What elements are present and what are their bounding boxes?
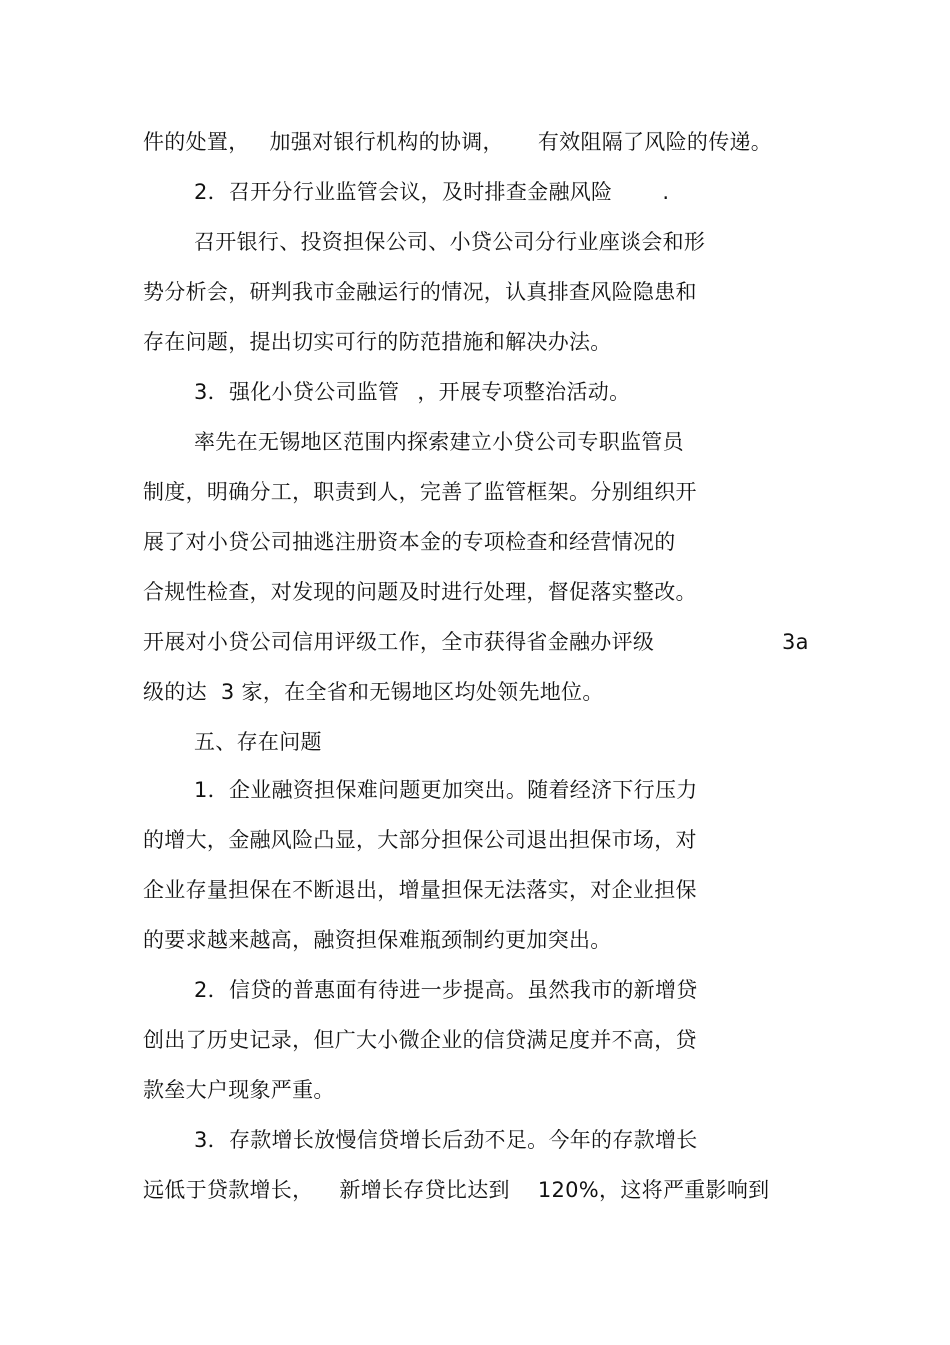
section-heading [194, 377, 630, 407]
text-segment: 加强对银行机构的协调， [269, 130, 504, 154]
text-line [143, 925, 612, 955]
text-segment: 120%，这将严重影响到 [537, 1178, 770, 1202]
text-line [143, 477, 697, 507]
text-segment: 存在问题，提出切实可行的防范措施和解决办法。 [143, 330, 612, 354]
text-segment: 展了对小贷公司抽逃注册资本金的专项检查和经营情况的 [143, 530, 676, 554]
text-segment: 3．强化小贷公司监管 [194, 380, 400, 404]
text-line [143, 627, 654, 657]
text-segment: 合规性检查，对发现的问题及时进行处理，督促落实整改。 [143, 580, 697, 604]
text-line [194, 227, 705, 257]
text-line [143, 577, 697, 607]
text-line [143, 1175, 769, 1205]
text-line [143, 527, 676, 557]
text-segment: 创出了历史记录，但广大小微企业的信贷满足度并不高，贷 [143, 1028, 697, 1052]
text-segment: 召开银行、投资担保公司、小贷公司分行业座谈会和形 [194, 230, 706, 254]
text-segment: 开展对小贷公司信用评级工作，全市获得省金融办评级 [143, 630, 655, 654]
text-line [143, 825, 697, 855]
text-segment: 制度，明确分工，职责到人，完善了监管框架。分别组织开 [143, 480, 697, 504]
text-line [143, 127, 772, 157]
text-segment: 有效阻隔了风险的传递。 [537, 130, 773, 154]
text-segment: 3 家，在全省和无锡地区均处领先地位。 [220, 680, 604, 704]
text-segment: 件的处置， [143, 130, 250, 154]
text-segment: 的增大，金融风险凸显，大部分担保公司退出担保市场，对 [143, 828, 697, 852]
text-segment: 远低于贷款增长， [143, 1178, 314, 1202]
text-segment: 五、存在问题 [194, 730, 322, 754]
section-heading [194, 177, 669, 207]
section-heading [194, 727, 322, 757]
text-line [143, 327, 612, 357]
text-segment: 率先在无锡地区范围内探索建立小贷公司专职监管员 [194, 430, 684, 454]
text-segment: 企业存量担保在不断退出，增量担保无法落实，对企业担保 [143, 878, 697, 902]
text-line [143, 277, 697, 307]
text-segment: 新增长存贷比达到 [339, 1178, 510, 1202]
text-segment: ，开展专项整治活动。 [417, 380, 631, 404]
text-segment: 级的达 [143, 680, 207, 704]
text-line [194, 975, 698, 1005]
text-segment: 1．企业融资担保难问题更加突出。随着经济下行压力 [194, 778, 698, 802]
text-segment: 势分析会，研判我市金融运行的情况，认真排查风险隐患和 [143, 280, 697, 304]
text-segment: 款垒大户现象严重。 [143, 1078, 335, 1102]
text-segment-right [782, 627, 809, 657]
text-line [194, 1125, 698, 1155]
text-segment: 3．存款增长放慢信贷增长后劲不足。今年的存款增长 [194, 1128, 698, 1152]
text-segment: 3a [782, 630, 809, 654]
text-segment: 2．信贷的普惠面有待进一步提高。虽然我市的新增贷 [194, 978, 698, 1002]
text-line [194, 427, 684, 457]
text-segment: 2．召开分行业监管会议，及时排查金融风险 [194, 180, 613, 204]
text-line [194, 775, 698, 805]
text-segment: 的要求越来越高，融资担保难瓶颈制约更加突出。 [143, 928, 612, 952]
text-line [143, 875, 697, 905]
text-line [143, 1075, 335, 1105]
text-segment: . [662, 180, 670, 204]
text-line [143, 1025, 697, 1055]
text-line [143, 677, 604, 707]
